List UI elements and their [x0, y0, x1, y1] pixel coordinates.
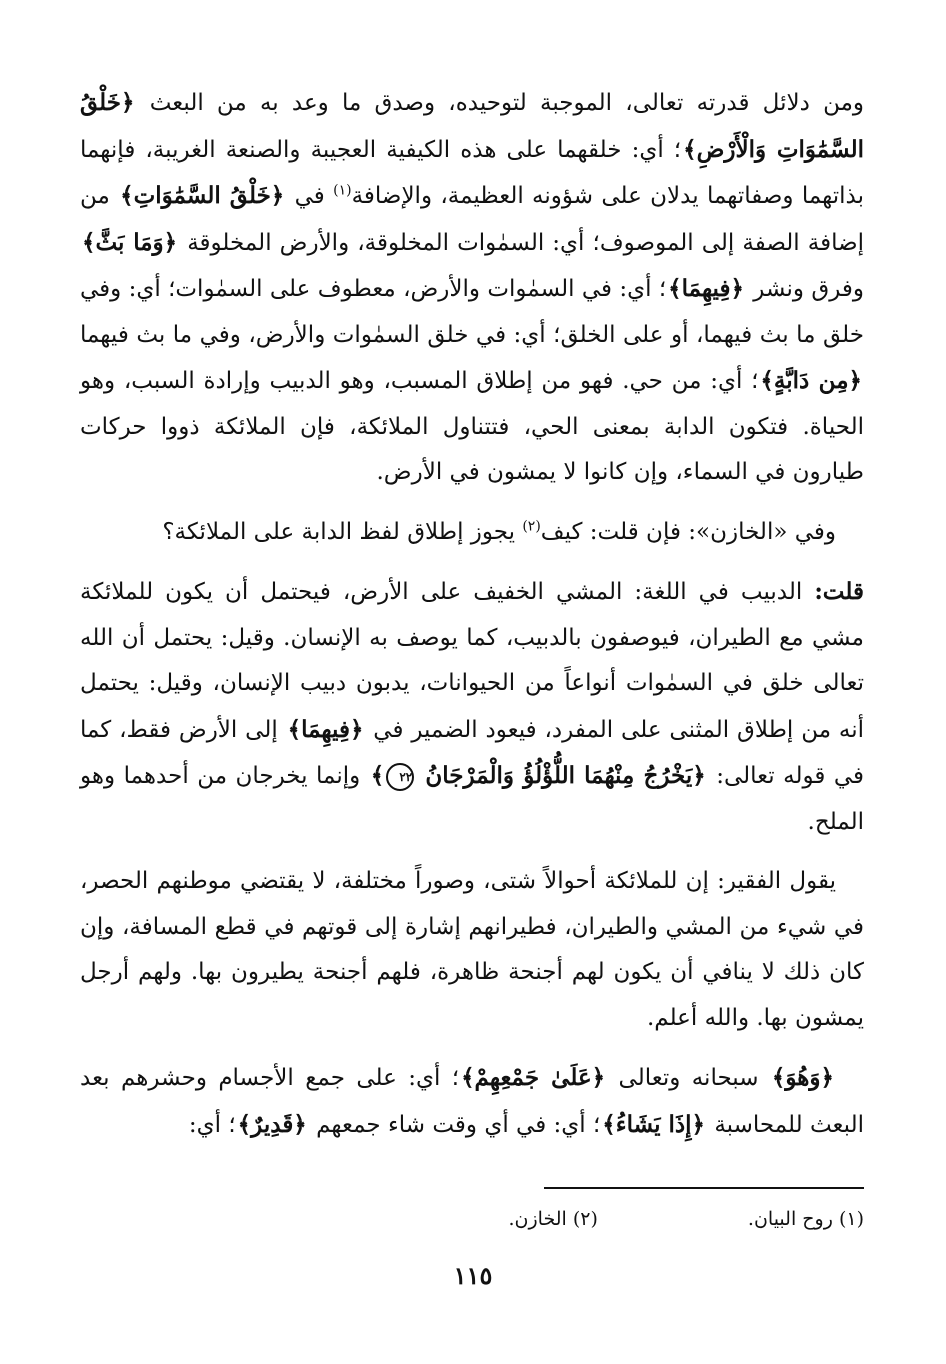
text-segment: وفي «الخازن»: فإن قلت: كيف [540, 518, 836, 545]
paragraph-2 [80, 510, 864, 556]
footnote-ref-1: (١) [333, 182, 352, 199]
footnote-2 [509, 1204, 598, 1234]
quran-quote: ﴿إِذَا يَشَاءُ﴾ [602, 1110, 706, 1138]
text-segment: ؛ أي: خلقهما على هذه الكيفية العجيبة والصنعة الغريبة، فإنهما بذاتهما وصفاتهما يدلان على شؤونه العظيمة، والإضافة [80, 136, 865, 209]
text-segment: سبحانه وتعالى [618, 1065, 759, 1091]
ayah-number-marker: ٢٢ [386, 763, 414, 791]
footnote-number: (٢) [572, 1208, 598, 1230]
footnote-text: الخازن. [508, 1208, 567, 1230]
text-segment: في [294, 183, 325, 209]
quran-quote: ﴿فِيهِمَا﴾ [287, 715, 364, 743]
text-segment: الدبيب في اللغة: المشي الخفيف على الأرض، فيحتمل أن يكون للملائكة مشي مع الطيران، فيوصفون بالدبيب، كما يوصف به الإنسان. وقيل: يحتمل أن الله تعالى خلق في السمٰوات أنواعاً من الحيوانات، يدبون دبيب الإنسان، وقيل: يحتمل أنه من إطلاق المثنى على المفرد، فيعود الضمير في [80, 579, 865, 743]
quran-quote: ﴿خَلْقُ السَّمَٰوَاتِ وَالْأَرْضِ﴾ [80, 89, 864, 163]
text-segment: ؛ أي: [188, 1111, 236, 1138]
main-text [80, 80, 864, 1162]
quran-quote [371, 762, 706, 789]
footnote-divider [544, 1187, 864, 1189]
paragraph-3 [80, 569, 864, 845]
footnote-1 [748, 1204, 864, 1234]
quran-quote: ﴿مِن دَابَّةٍ﴾ [760, 367, 862, 394]
text-segment: ؛ أي: في أي وقت شاء جمعهم [316, 1111, 601, 1138]
text-segment: إلى الأرض فقط، كما في قوله تعالى: [80, 716, 865, 789]
text-segment: من إضافة الصفة إلى الموصوف؛ أي: السمٰوات المخلوقة، والأرض المخلوقة [80, 183, 864, 256]
lead-word: قلت: [814, 578, 864, 605]
quran-quote-close: ﴾ [370, 762, 385, 789]
text-segment: ؛ أي: على جمع الأجسام وحشرهم بعد البعث للمحاسبة [80, 1065, 864, 1138]
quran-quote: ﴿وَهُوَ﴾ [771, 1064, 834, 1091]
text-segment: يقول الفقير: إن للملائكة أحوالاً شتى، وصوراً مختلفة، لا يقتضي موطنهم الحصر، في شيء من المشي والطيران، فطيرانهم إشارة إلى قوتهم في قطع المسافة، وإن كان ذلك لا ينافي أن يكون لهم أجنحة ظاهرة، فلهم أجنحة يطيرون بها. ولهم أرجل يمشون بها. والله أعلم. [80, 868, 864, 1031]
quran-quote-text: ﴿يَخْرُجُ مِنْهُمَا اللُّؤْلُؤُ وَالْمَرْجَانُ [425, 762, 706, 789]
paragraph-4 [80, 859, 864, 1041]
footnote-text: روح البيان. [747, 1208, 833, 1230]
text-segment: وإنما يخرجان من أحدهما وهو الملح. [80, 763, 864, 835]
footnote-ref-2: (٢) [522, 517, 541, 534]
text-segment: ؛ أي: في السمٰوات والأرض، معطوف على السمٰوات؛ أي: وفي خلق ما بث فيهما، أو على الخلق؛ أي: في خلق السمٰوات والأرض، وفي ما بث فيهما [80, 276, 864, 348]
footnotes [80, 1204, 864, 1234]
quran-quote: ﴿وَمَا بَثَّ﴾ [82, 228, 178, 256]
page-number: ١١٥ [453, 1261, 493, 1290]
text-segment: ومن دلائل قدرته تعالى، الموجبة لتوحيده، وصدق ما وعد به من البعث [149, 90, 864, 116]
quran-quote: ﴿فِيهِمَا﴾ [668, 275, 744, 302]
quran-quote: ﴿خَلْقُ السَّمَٰوَاتِ﴾ [120, 182, 285, 209]
paragraph-1 [80, 80, 864, 496]
quran-quote: ﴿عَلَىٰ جَمْعِهِمْ﴾ [461, 1064, 606, 1091]
text-segment: يجوز إطلاق لفظ الدابة على الملائكة؟ [162, 518, 516, 545]
text-segment: ؛ أي: من حي. فهو من إطلاق المسبب، وهو الدبيب وإرادة السبب، وهو الحياة. فتكون الدابة بمعنى الحي، فتتناول الملائكة، فإن الملائكة ذووا حركات طيارون في السماء، وإن كانوا لا يمشون في الأرض. [80, 368, 864, 485]
quran-quote: ﴿قَدِيرٌ﴾ [237, 1110, 307, 1138]
text-segment: وفرق ونشر [753, 276, 864, 302]
footnote-number: (١) [838, 1208, 864, 1230]
paragraph-5 [80, 1055, 864, 1148]
